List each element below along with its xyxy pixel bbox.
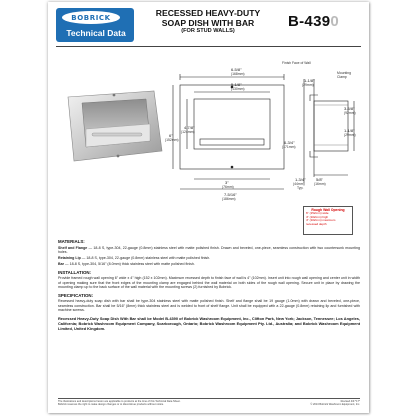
dim-height-left: 6" <box>169 133 173 138</box>
footer-row <box>58 403 360 406</box>
installation-heading: INSTALLATION: <box>58 269 92 275</box>
dim-outer-width-mm: (130mm) <box>231 87 245 91</box>
dim-height-inner: 4-7/8" <box>184 125 195 130</box>
dim-side-3-mm: (29mm) <box>344 133 356 137</box>
specification-text: Recessed heavy-duty soap dish with bar shall be type-304 stainless steel with matte polished finish. Shelf and flange shall be 19 gauge (1.0mm) with drawn and beveled, one-piece, seamless construction. Bar shall be 5/16" (8mm) thick stainless steel and is welded to front of shelf flange. Unit shall be equipped with a 22-gauge (0.8mm) retaining lip and furnished with machine screws. <box>58 299 360 313</box>
header <box>48 2 369 47</box>
dim-side-1: 1-1/8" <box>304 78 315 83</box>
footer <box>58 398 360 406</box>
product-photo <box>62 89 166 163</box>
lip-label: Retaining Lip <box>58 256 81 261</box>
model-number-main: B-439 <box>288 13 331 30</box>
dim-side-2-mm: (92mm) <box>344 111 356 115</box>
technical-data-sheet <box>48 2 369 413</box>
dim-depth-a-note: Typ. <box>297 186 304 190</box>
bar-label: Bar <box>58 262 64 267</box>
title-line-3: (FOR STUD WALLS) <box>181 28 235 35</box>
title-line-2: SOAP DISH WITH BAR <box>161 17 255 28</box>
dim-top-width-value: 6-5/8" <box>231 67 242 72</box>
model-number-last-digit: 0 <box>330 13 340 30</box>
label-finish-face-of-wall: Finish Face of Wall <box>282 61 311 65</box>
document-body <box>58 236 360 331</box>
dim-depth-a: 1-3/4" <box>295 177 306 182</box>
product-title <box>140 9 276 35</box>
bar-text: — 18-8 S, type-304, 5/16" (8.0mm) thick stainless steel with matte polished finish. <box>64 262 195 267</box>
dim-bottom-inner-mm: (76mm) <box>222 185 234 189</box>
logo-text: BOBRICK <box>71 13 111 22</box>
rough-line: 4" (102mm) maximum <box>306 218 336 223</box>
dim-side-3: 1-1/8" <box>344 128 355 133</box>
dim-depth-a-mm: (44mm) <box>293 182 305 186</box>
materials-heading: MATERIALS: <box>58 239 85 244</box>
dim-bottom-inner: 3" <box>225 180 229 185</box>
brand-logo-block <box>56 8 134 42</box>
header-divider <box>56 46 361 47</box>
footer-notice: Bobrick reserves the right to make design changes or to discontinue products without notice. <box>58 403 164 407</box>
dim-height-inner-mm: (124mm) <box>181 130 195 134</box>
shelf-label: Shelf and Flange <box>58 245 88 250</box>
footer-disclaimer: The illustrations and descriptions herein are applicable to products at the time of this Technical Data Sheet. <box>58 400 181 403</box>
dim-top-width-mm: (168mm) <box>231 72 245 76</box>
rough-line: 6" (152mm) wide <box>306 211 329 215</box>
rough-wall-opening-box <box>303 206 353 235</box>
model-number <box>288 13 363 30</box>
specification-model-statement: Recessed Heavy-Duty Soap Dish With Bar shall be Model B-4390 of Bobrick Washroom Equipment, Inc., Clifton Park, New York; Jackson, Tennessee; Los Angeles, California; Bobrick Washroom Equipment Company, Scarborough, Ontario; Bobrick Washroom Equipment Pty. Ltd., Australia; and Bobrick Washroom Equipment Limited, United Kingdom. <box>58 315 360 331</box>
title-line-1: RECESSED HEAVY-DUTY <box>155 8 261 18</box>
materials-lip <box>58 256 360 261</box>
dim-depth-b: 5/8" <box>316 177 323 182</box>
installation-text: Provide framed rough wall opening 6" wide x 4" high (152 x 102mm). Maximum recessed depth to finish face of wall is 4" (102mm). Insert unit into rough wall opening and center unit in width of opening making sure that the front edges of the mounting clamp are engaged behind the wall material on both sides of the rough wall opening. Secure unit in place by drawing the mounting clamp up to the back surface of the wall material with the mounting screws (2) furnished by Bobrick. <box>58 276 360 290</box>
bobrick-logo <box>62 11 120 24</box>
materials-bar <box>58 262 360 267</box>
dim-height-right-mm: (171mm) <box>282 145 296 149</box>
label-mounting-clamp: Mounting Clamp <box>337 71 351 79</box>
rough-line: recessed depth <box>306 221 327 226</box>
dim-side-2: 3-5/8" <box>344 106 355 111</box>
rough-wall-opening-title: Rough Wall Opening <box>311 208 345 212</box>
dim-outer-width: 5-1/8" <box>231 82 242 87</box>
lip-text: — 18-8 S, type-304, 22-gauge (0.8mm) stainless steel with matte polished finish. <box>80 256 211 261</box>
dim-height-left-mm: (152mm) <box>165 138 179 142</box>
materials-shelf <box>58 246 360 255</box>
dim-bottom-outer-mm: (186mm) <box>222 197 236 201</box>
technical-data-label: Technical Data <box>66 28 126 38</box>
shelf-text: — 18-8 S, type-304, 22-gauge (0.8mm) stainless steel with matte polished finish. Drawn and beveled, one-piece, seamless construction with two countersunk mounting holes. <box>58 245 360 255</box>
specification-heading: SPECIFICATION: <box>58 292 94 298</box>
footer-copyright: © 2013 Bobrick Washroom Equipment, Inc. <box>310 403 360 407</box>
rough-line: 4" (102mm) high <box>306 214 329 219</box>
dim-side-1-mm: (29mm) <box>302 83 314 87</box>
dim-depth-b-mm: (16mm) <box>314 182 326 186</box>
dim-height-right: 6-3/4" <box>284 140 295 145</box>
dim-bottom-outer: 7-5/16" <box>224 192 237 197</box>
footer-revision: Revised 4/9 *17* <box>340 400 360 403</box>
technical-drawing <box>48 49 369 225</box>
